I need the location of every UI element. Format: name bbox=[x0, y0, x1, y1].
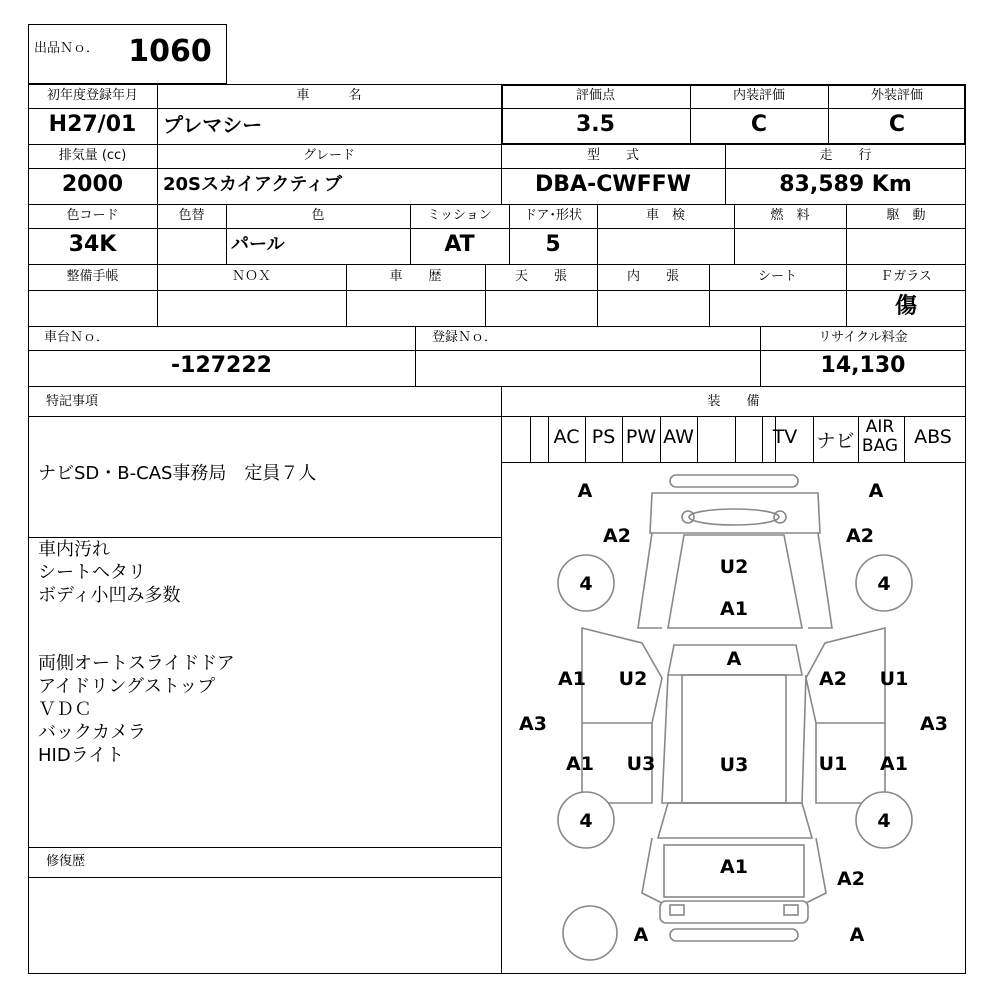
color-code-value: 34K bbox=[68, 232, 117, 257]
nox-label: ＮＯＸ bbox=[231, 269, 271, 284]
transmission-label: ミッション bbox=[427, 208, 492, 223]
grade-back-door: A1 bbox=[720, 856, 748, 878]
interior-rating-label: 内装評価 bbox=[732, 88, 785, 103]
model-label: 型 式 bbox=[586, 148, 639, 163]
interior-lining-label: 内 張 bbox=[626, 269, 679, 284]
transmission-value: AT bbox=[444, 232, 475, 257]
grade-left-rear-door-outer: A1 bbox=[566, 753, 594, 775]
exterior-rating-label: 外装評価 bbox=[870, 88, 923, 103]
chassis-number-value: -127222 bbox=[171, 353, 272, 378]
grade-windshield-bottom: A1 bbox=[720, 598, 748, 620]
equipment-table bbox=[530, 416, 966, 462]
mileage-value: 83,589 Km bbox=[779, 172, 912, 197]
car-name-label: 車 名 bbox=[296, 88, 362, 103]
recycle-fee-value: 14,130 bbox=[820, 353, 906, 378]
grade-left-rear-door-inner: U3 bbox=[626, 753, 656, 775]
inspection-label: 車 検 bbox=[645, 208, 685, 223]
grade-right-pillar: A2 bbox=[846, 525, 874, 547]
lot-number-value: 1060 bbox=[128, 34, 212, 69]
recycle-fee-label: リサイクル料金 bbox=[818, 330, 908, 345]
grade-right-front-tire: 4 bbox=[877, 573, 891, 595]
grade-rear-roof: U3 bbox=[719, 754, 749, 776]
vehicle-history-label: 車 歴 bbox=[389, 269, 442, 284]
grade-left-rear-tire: 4 bbox=[579, 810, 593, 832]
equipment-navi: ナビ bbox=[816, 430, 855, 452]
vehicle-damage-diagram bbox=[502, 463, 965, 973]
grade-value: 20Sスカイアクティブ bbox=[163, 174, 342, 195]
roof-lining-label: 天 張 bbox=[514, 269, 567, 284]
grade-right-rear-door-inner: U1 bbox=[818, 753, 848, 775]
score-label: 評価点 bbox=[575, 88, 615, 103]
grade-rear-left-corner: A bbox=[633, 924, 649, 946]
grade-right-rear-quarter: A2 bbox=[837, 868, 865, 890]
grade-rear-right-corner: A bbox=[849, 924, 865, 946]
registration-value: H27/01 bbox=[48, 112, 137, 137]
special-notes-label: 特記事項 bbox=[46, 394, 99, 409]
grade-roof: A bbox=[726, 648, 742, 670]
score-value: 3.5 bbox=[576, 112, 615, 137]
chassis-number-label: 車台Ｎｏ． bbox=[44, 330, 110, 345]
grade-right-rear-tire: 4 bbox=[877, 810, 891, 832]
grade-left-pillar: A2 bbox=[603, 525, 631, 547]
registration-label: 初年度登録年月 bbox=[46, 88, 138, 103]
repair-history-label: 修復歴 bbox=[46, 854, 86, 869]
grade-left-front-door-inner: U2 bbox=[618, 668, 648, 690]
grade-left-side: A3 bbox=[519, 713, 547, 735]
fuel-label: 燃 料 bbox=[770, 208, 810, 223]
equipment-ac: AC bbox=[553, 426, 580, 448]
equipment-ps: PS bbox=[591, 426, 616, 448]
equipment-aw: AW bbox=[663, 426, 694, 448]
equipment-tv: TV bbox=[772, 426, 798, 448]
front-glass-label: Ｆガラス bbox=[880, 269, 932, 284]
remarks-features: 両側オートスライドドア アイドリングストップ ＶＤＣ バックカメラ HIDライト bbox=[38, 653, 235, 766]
maintenance-book-label: 整備手帳 bbox=[66, 269, 119, 284]
color-value: パール bbox=[231, 234, 285, 255]
registration-number-label: 登録Ｎｏ． bbox=[432, 330, 498, 345]
drive-label: 駆 動 bbox=[886, 208, 926, 223]
mileage-label: 走 行 bbox=[819, 148, 872, 163]
grade-left-front-door-outer: A1 bbox=[558, 668, 586, 690]
model-value: DBA-CWFFW bbox=[535, 172, 691, 197]
grade-front-right-corner: A bbox=[868, 480, 884, 502]
grade-right-side: A3 bbox=[920, 713, 948, 735]
special-notes-text: ナビSD・B-CAS事務局 定員７人 bbox=[38, 463, 317, 484]
grade-windshield-top: U2 bbox=[719, 556, 749, 578]
equipment-airbag: AIR BAG bbox=[861, 417, 899, 456]
lot-number-label: 出品Ｎｏ． bbox=[34, 41, 100, 56]
grade-right-front-door-inner: A2 bbox=[819, 668, 847, 690]
grade-right-rear-door-outer: A1 bbox=[880, 753, 908, 775]
remarks-condition: 車内汚れ シートヘタリ ボディ小凹み多数 bbox=[38, 539, 181, 606]
displacement-label: 排気量 (cc) bbox=[58, 148, 127, 163]
color-label: 色 bbox=[311, 208, 325, 223]
equipment-label: 装 備 bbox=[707, 394, 760, 409]
grade-front-left-corner: A bbox=[577, 480, 593, 502]
displacement-value: 2000 bbox=[61, 172, 124, 197]
grade-left-front-tire: 4 bbox=[579, 573, 593, 595]
exterior-rating-value: C bbox=[888, 112, 906, 137]
color-code-label: 色コード bbox=[66, 208, 119, 223]
seat-label: シート bbox=[757, 269, 797, 284]
car-name-value: プレマシー bbox=[163, 113, 263, 137]
door-value: 5 bbox=[545, 232, 561, 257]
interior-rating-value: C bbox=[750, 112, 768, 137]
color-change-label: 色替 bbox=[178, 208, 205, 223]
grade-right-front-door-outer: U1 bbox=[879, 668, 909, 690]
front-glass-value: 傷 bbox=[894, 294, 917, 319]
door-label: ドア･形状 bbox=[523, 208, 583, 223]
equipment-pw: PW bbox=[625, 426, 657, 448]
grade-label: グレード bbox=[302, 148, 355, 163]
equipment-abs: ABS bbox=[914, 426, 952, 448]
